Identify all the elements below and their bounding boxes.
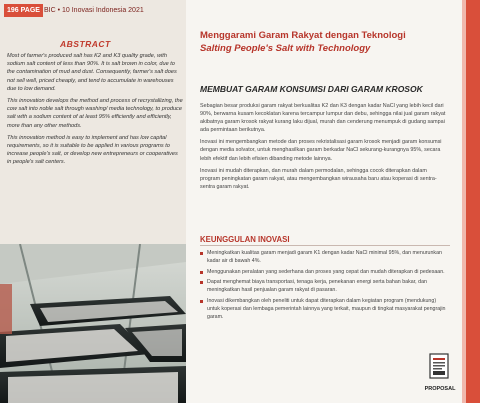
article-body (200, 102, 448, 195)
list-item: Inovasi dikembangkan oleh peneliti untuk dapat diterapkan dalam kegiatan program (mendukung) untuk koperasi dan lembaga pemerintah lainnya yang terkait, maupun di tingkat masyarakat pengrajin garam. (200, 298, 448, 321)
abstract-paragraph: Most of farmer's produced salt has K2 and K3 quality grade, with sodium salt content of less than 90%. It is salt brown in color, due to the contamination of mud and dust. Consequently, farmer's salt does not sell well, priced cheaply, and tend to accumulate in warehouses due to low demand. (7, 53, 177, 92)
abstract-paragraph: This innovation method is easy to implement and has low capital requirements, so it is suitable to be applied in various programs to increase people's salt, or develop new entrepreneurs or cooperatives in people's salt centers. (7, 134, 178, 166)
section-divider (200, 245, 450, 246)
right-column (186, 0, 480, 403)
proposal-label: PROPOSAL (424, 386, 456, 392)
article-title-indonesian: Menggarami Garam Rakyat dengan Teknologi (200, 30, 406, 41)
running-header (0, 0, 186, 22)
article-subheading: MEMBUAT GARAM KONSUMSI DARI GARAM KROSOK (200, 84, 423, 94)
list-item: Menggunakan peralatan yang sederhana dan proses yang cepat dan mudah diterapkan di pedesaan. (200, 269, 448, 277)
list-item: Dapat menghemat biaya transportasi, tenaga kerja, penekanan energi serta bahan bakar, dan meningkatkan hasil penjualan garam rakyat di pasaran. (200, 279, 448, 295)
list-item: Meningkatkan kualitas garam menjadi garam K1 dengan kadar NaCl minimal 95%, dan menurunkan kadar air di bawah 4%. (200, 250, 448, 266)
abstract-paragraph: This innovation develops the method and process of recrystallizing, the cow salt into noble salt through washing/ media technology, to produce salt with a sodium content of at least 95% efficiently and efficiently, more than any other methods. (7, 98, 183, 129)
advantages-heading: KEUNGGULAN INOVASI (200, 235, 290, 244)
salt-crystallization-photo (0, 244, 186, 403)
body-paragraph: Sebagian besar produksi garam rakyat berkualitas K2 dan K3 dengan kadar NaCl yang lebih kecil dari 90%, berwarna kusam kecoklatan karena tercampur lumpur dan debu, sehingga nilai jual garam rakyat akibatnya garam krosok rakyat kurang laku dijual, murah dan cenderung menumpuk di gudang sampai ada permintaan berikutnya. (200, 103, 446, 134)
body-paragraph: Inovasi ini mudah diterapkan, dan murah dalam permodalan, sehingga cocok diterapkan dalam program peningkatan garam rakyat, atau mengembangkan wirausaha baru atau koperasi di sentra-sentra garam rakyat. (200, 167, 437, 190)
advantages-list (200, 250, 448, 324)
running-title: BIC • 10 Inovasi Indonesia 2021 (44, 7, 144, 14)
decorative-stripe (466, 0, 480, 403)
abstract-title: ABSTRACT (60, 39, 111, 49)
article-title-english: Salting People's Salt with Technology (200, 43, 371, 54)
body-paragraph: Inovasi ini mengembangkan metode dan proses rekristalisasi garam krosok menjadi garam konsumsi dengan media solvator, untuk menghasilkan garam berkadar NaCl sekurang-kurangnya 95%, secara lebih efektif dan lebih efisien dibanding metode lainnya. (200, 139, 442, 162)
left-column (0, 0, 186, 403)
page-number: 196 PAGE (4, 4, 43, 17)
abstract-body (7, 52, 183, 171)
